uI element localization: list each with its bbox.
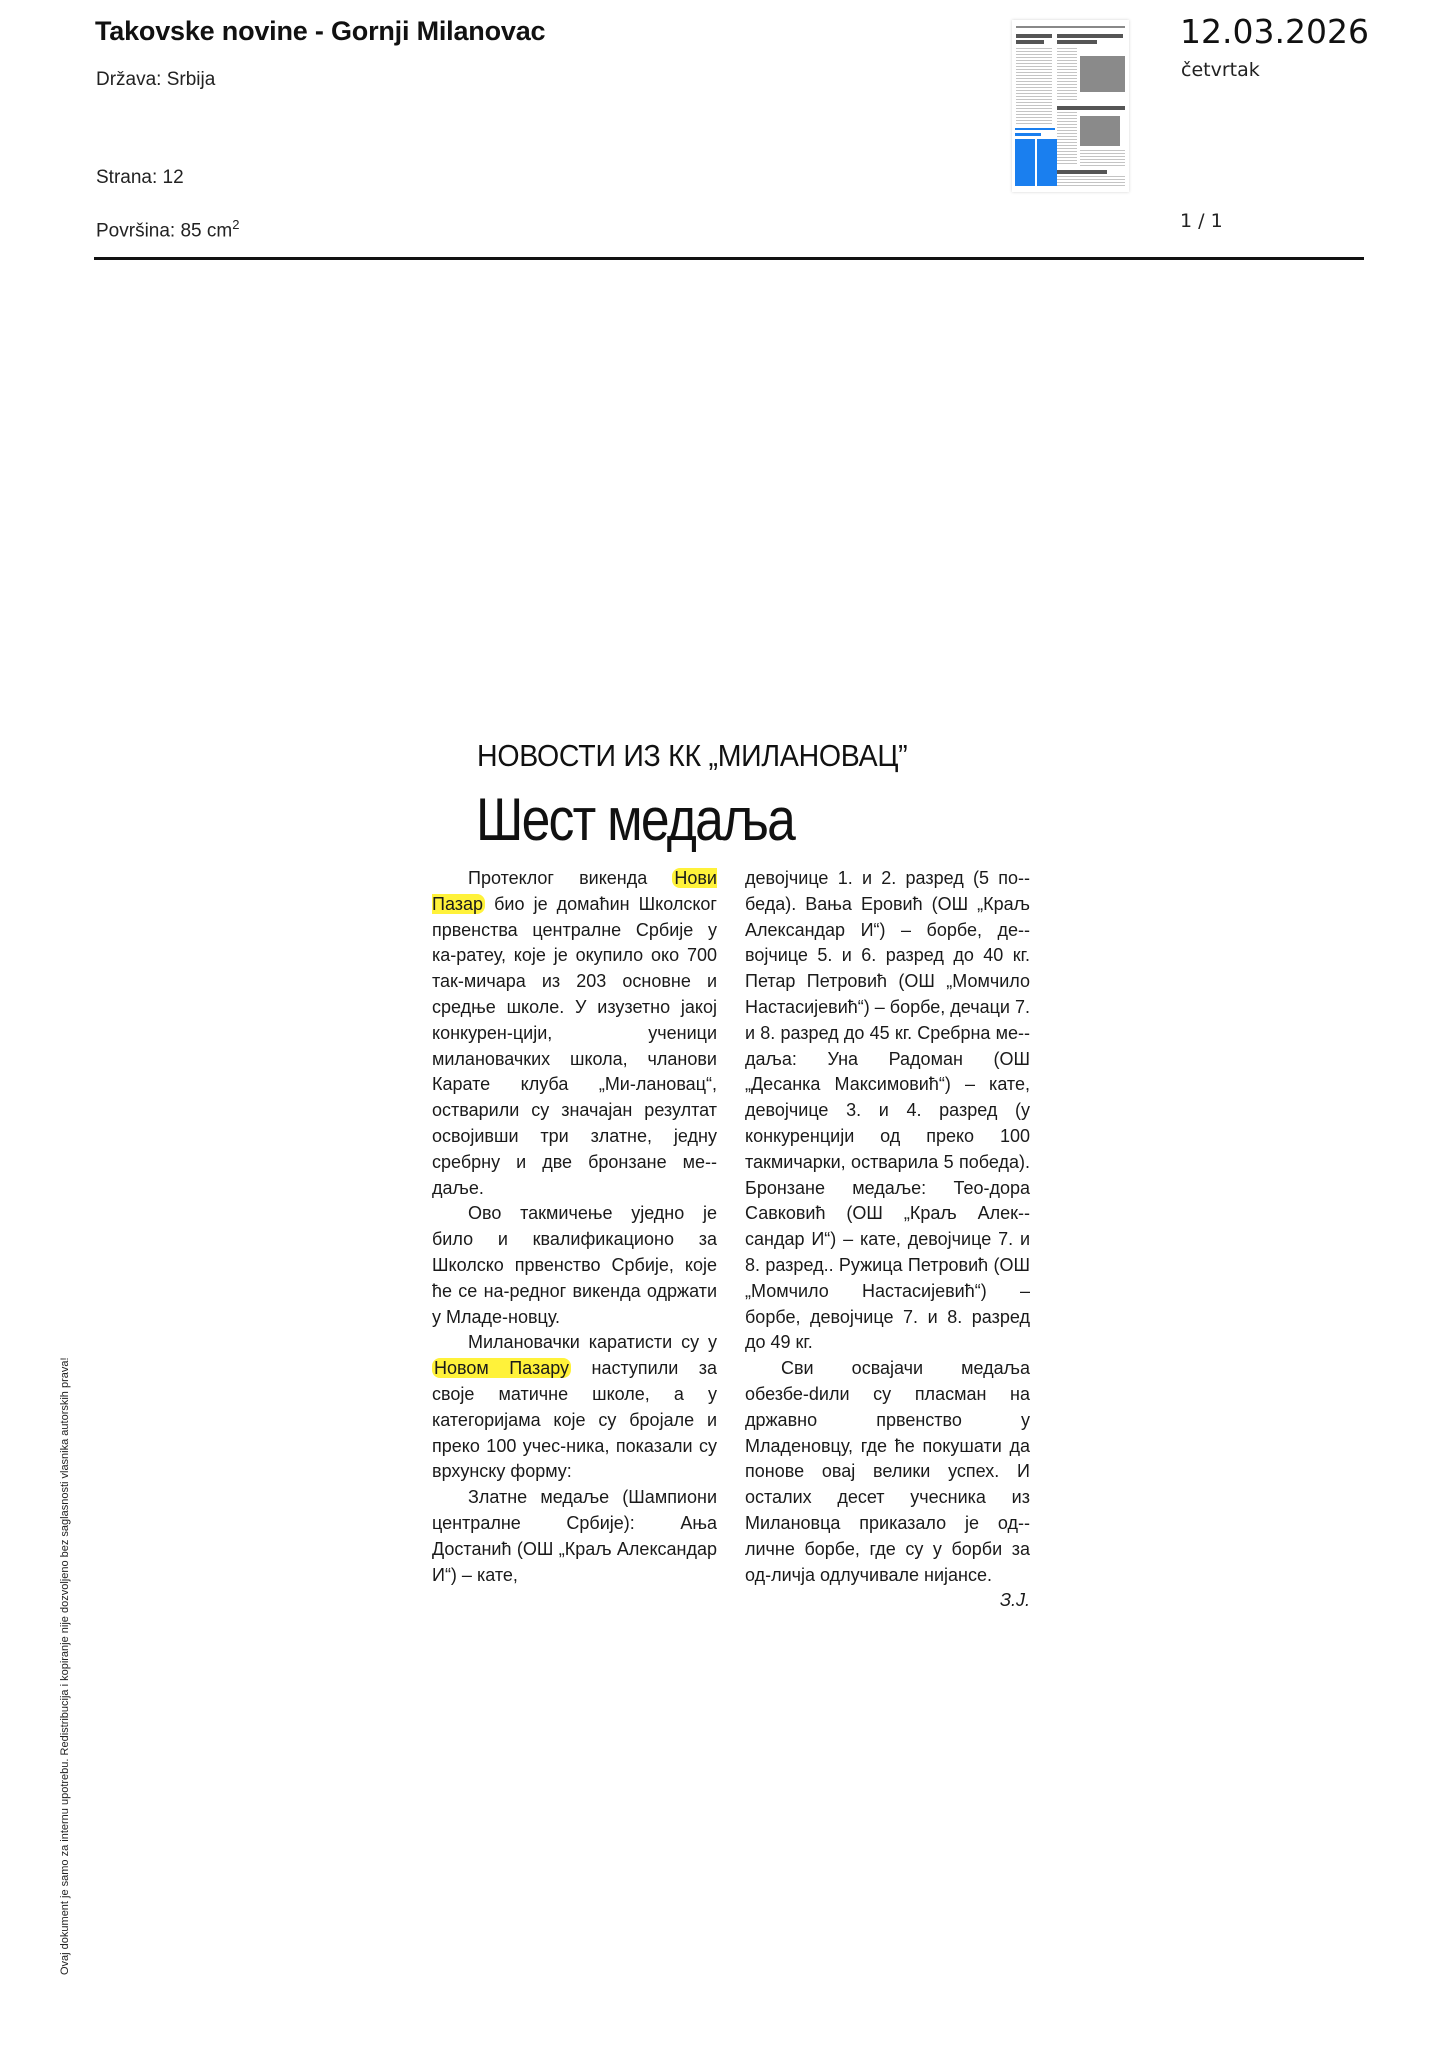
thumb-headline (1057, 106, 1125, 110)
search-highlight: Новом Пазару (434, 1358, 570, 1379)
thumb-article-highlight (1037, 139, 1057, 186)
article-paragraph: Ово такмичење уједно је било и квалификационо за Школско првенство Србије, које ће се на-редног викенда одржати у Младе-новцу. (432, 1203, 717, 1327)
issue-date: 12.03.2026 (1180, 12, 1369, 51)
search-highlight: Нови Пазар (432, 868, 717, 914)
thumb-headline (1057, 170, 1107, 174)
area-value: Površina: 85 cm (96, 220, 233, 242)
page-counter: 1 / 1 (1180, 210, 1223, 232)
article-paragraph (432, 866, 717, 1201)
thumb-photo (1080, 116, 1120, 146)
text-run: наступили за своје матичне школе, а у категоријама које су бројале и преко 100 учес-ника, показали су врхунску форму: (432, 1358, 717, 1482)
text-run: био је домаћин Школског првенства централне Србије у ка-ратеу, које је окупило око 700 так-мичара из 203 основне и средње школе. У изузетно јакој конкурен-цији, ученици милановачких школа, чланови Карате клуба „Ми-лановац“, остварили су значајан резултат освојивши три златне, једну сребрну и две бронзане ме-даље. (432, 893, 717, 1198)
text-run: Милановачки каратисти су у (468, 1332, 717, 1353)
thumb-headline (1057, 40, 1097, 44)
header-divider (94, 257, 1364, 260)
text-run: Сви освајачи медаља обезбе-dили су пласман на државно првенство у Младеновцу, где ће покушати да понове овај велики успех. И осталих десет учесника из Милановца приказало је од-личне борбе, где су у борби за од-личја одлучивале нијансе. (745, 1358, 1030, 1585)
thumb-headline (1016, 40, 1044, 44)
thumb-photo (1080, 56, 1125, 92)
thumb-article-highlight (1015, 139, 1035, 186)
thumb-text-column (1057, 112, 1077, 166)
article-headline: Шест медаља (476, 786, 795, 853)
article-column-right (745, 866, 1030, 1614)
article-paragraph (745, 1356, 1030, 1611)
thumb-text-column (1016, 48, 1052, 124)
copyright-disclaimer: Ovaj dokument je samo za internu upotrebu. Redistribucija i kopiranje nije dozvoljeno bez saglasnosti vlasnika autorskih prava! (59, 1357, 71, 1975)
page-number-label: Strana: 12 (96, 167, 184, 188)
thumb-masthead (1016, 26, 1125, 28)
thumb-headline (1016, 34, 1052, 38)
thumb-headline (1057, 34, 1123, 38)
article-paragraph (432, 1330, 717, 1485)
article-paragraph: девојчице 1. и 2. разред (5 по-беда). Вања Еровић (ОШ „Краљ Александар И“) – борбе, де-војчице 5. и 6. разред до 40 кг. Петар Петровић (ОШ „Момчило Настасијевић“) – борбе, дечаци 7. и 8. разред до 45 кг. Сребрна ме-даља: Уна Радоман (ОШ „Десанка Максимовић“) – кате, девојчице 3. и 4. разред (у конкуренцији од преко 100 такмичарки, остварила 5 победа). Бронзане медаље: Тео-дора Савковић (ОШ „Краљ Алек-сандар И“) – кате, девојчице 7. и 8. разред.. Ружица Петровић (ОШ „Момчило Настасијевић“) – борбе, девојчице 7. и 8. разред до 49 кг. (745, 868, 1030, 1353)
thumb-article-highlight (1015, 133, 1041, 136)
area-unit-superscript: 2 (232, 217, 240, 232)
article-column-left (432, 866, 717, 1588)
publication-title: Takovske novine - Gornji Milanovac (95, 16, 546, 46)
country-label: Država: Srbija (96, 69, 216, 90)
issue-weekday: četvrtak (1181, 59, 1260, 81)
article-paragraph: Златне медаље (Шампиони централне Србије): Ања Достанић (ОШ „Краљ Александар И“) – кате, (432, 1487, 717, 1585)
thumb-text-column (1080, 150, 1125, 166)
thumb-text-column (1057, 176, 1125, 188)
author-signature: З.Ј. (999, 1590, 1030, 1611)
page-thumbnail[interactable] (1012, 20, 1129, 192)
article-kicker: НОВОСТИ ИЗ КК „МИЛАНОВАЦ” (477, 738, 908, 773)
thumb-article-highlight (1015, 128, 1055, 130)
thumb-text-column (1057, 48, 1077, 102)
area-label (96, 217, 239, 242)
text-run: Протеклог викенда (468, 868, 673, 888)
